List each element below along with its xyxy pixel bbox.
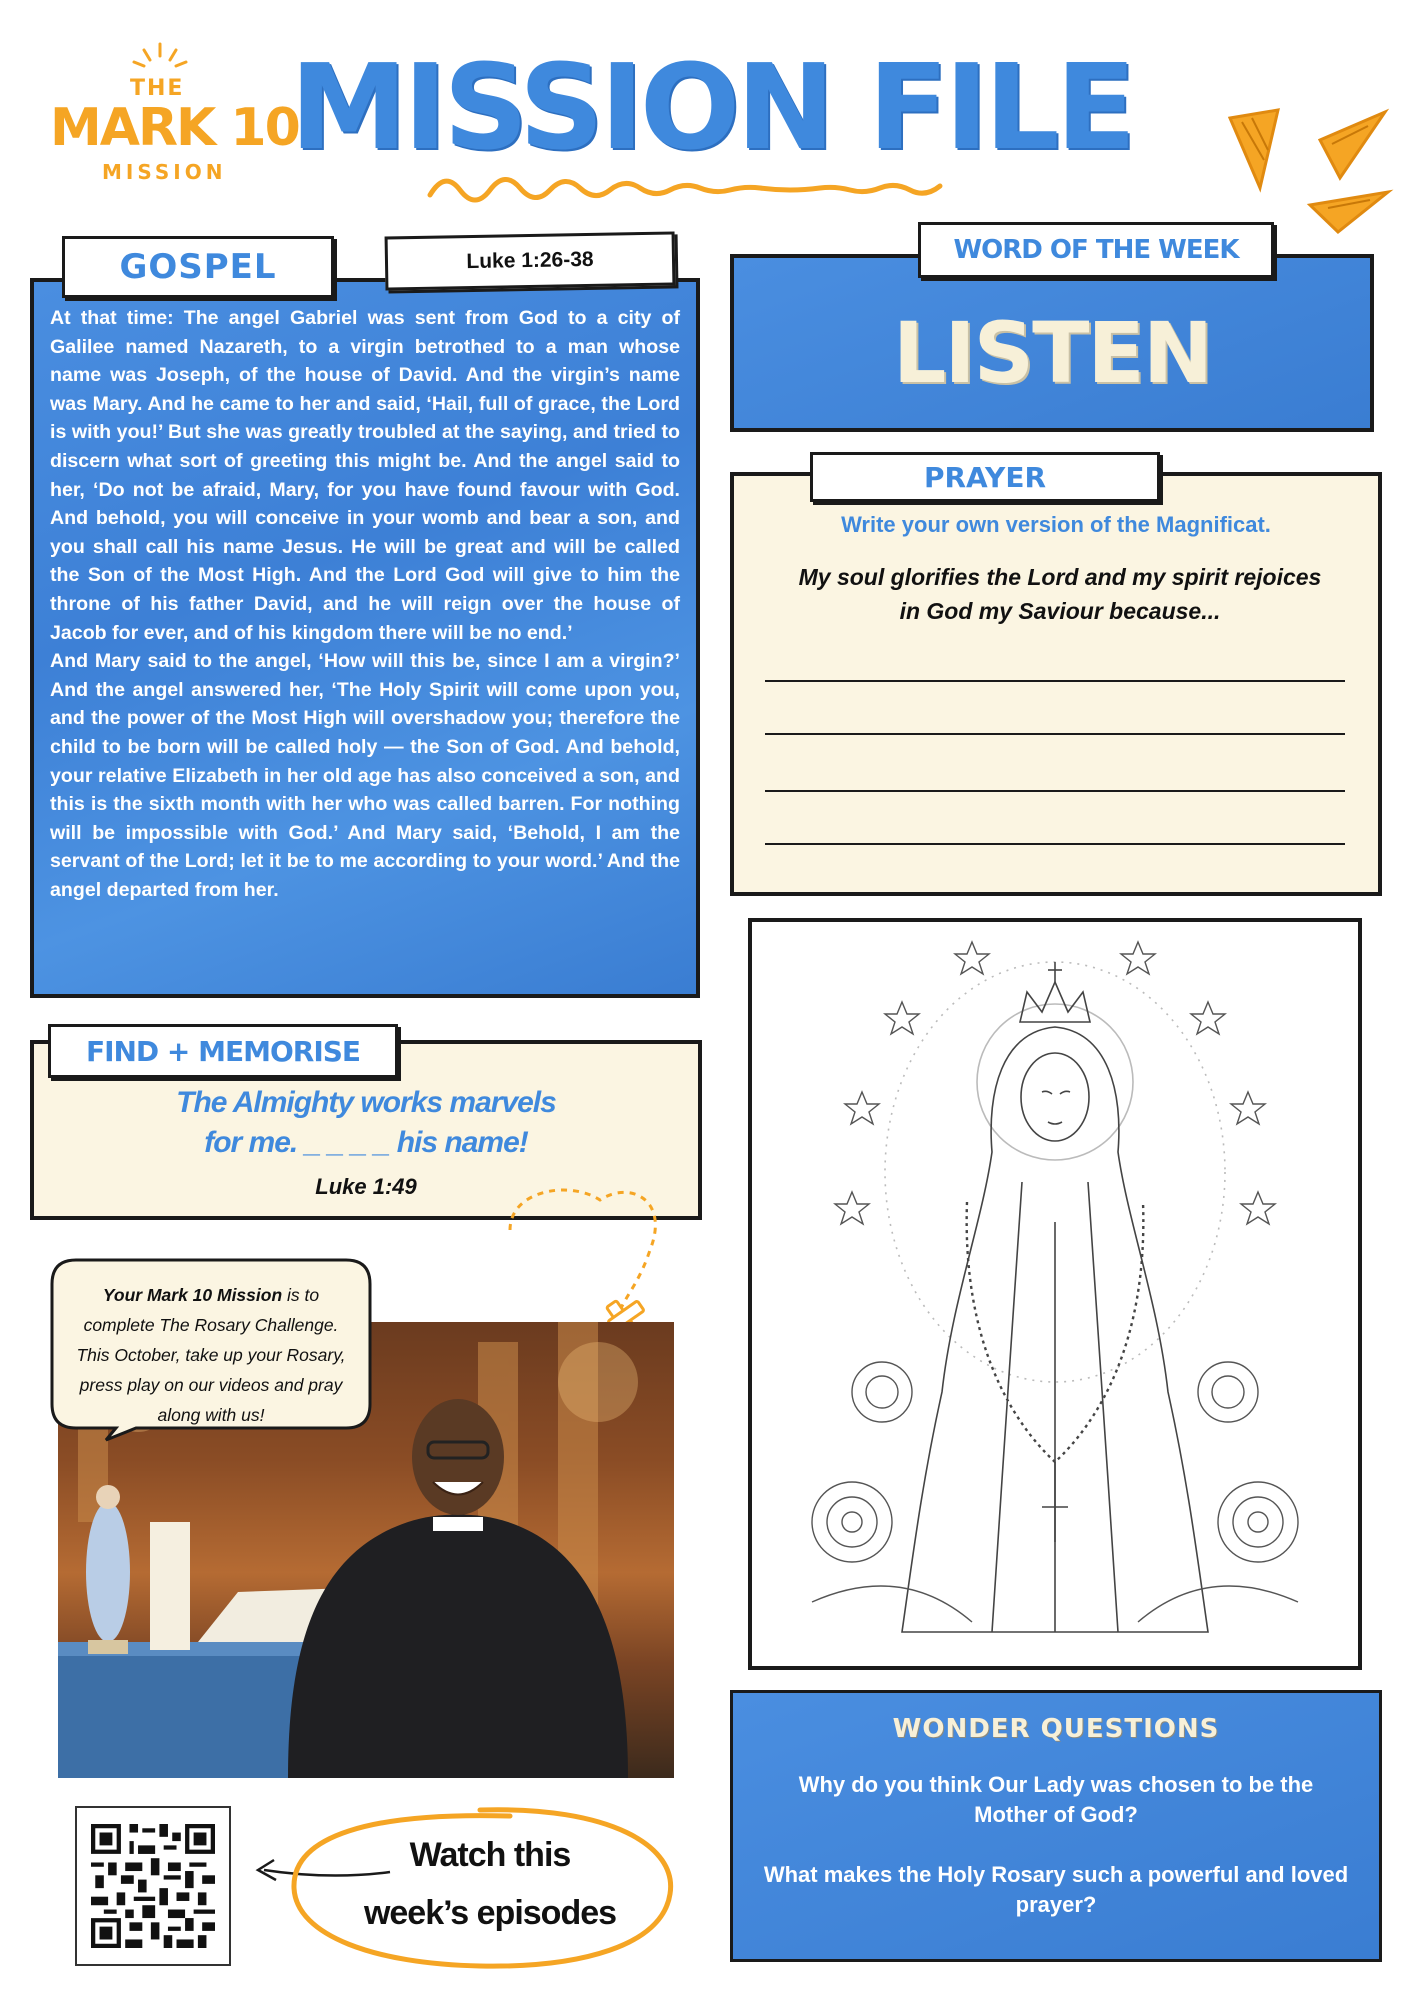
prayer-tab (810, 452, 1160, 502)
watch-line-1: Watch this (409, 1836, 571, 1874)
wonder-questions-title: WONDER QUESTIONS (892, 1714, 1220, 1744)
word-of-week-tab-label: WORD OF THE WEEK (953, 235, 1239, 265)
memorise-blanks[interactable]: _ _ _ _ (304, 1126, 390, 1159)
gospel-reference: Luke 1:26-38 (466, 247, 594, 274)
prayer-instruction: Write your own version of the Magnificat. (841, 512, 1271, 537)
memorise-verse-end: his name! (396, 1126, 528, 1159)
memorise-verse-start: for me. (204, 1126, 298, 1159)
wonder-question-1: Why do you think Our Lady was chosen to be the Mother of God? (798, 1772, 1314, 1827)
qr-code[interactable] (75, 1806, 231, 1966)
gospel-tab-label: GOSPEL (119, 247, 277, 287)
logo-mark: MARK 10 (50, 98, 299, 158)
logo-mission: MISSION (102, 160, 227, 184)
mark10-logo (50, 40, 299, 190)
prayer-lead-line-2: in God my Saviour because... (899, 598, 1221, 624)
mary-coloring-illustration-icon (752, 922, 1358, 1666)
gospel-panel (30, 278, 700, 998)
watch-episodes-link[interactable] (340, 1826, 640, 1942)
word-of-week-tab (918, 222, 1274, 278)
gospel-tab (62, 236, 334, 298)
prayer-lead-line-1: My soul glorifies the Lord and my spirit rejoices (798, 564, 1322, 590)
squiggle-underline-icon (425, 160, 965, 210)
gospel-reference-tab (385, 231, 676, 290)
gospel-text (50, 304, 680, 904)
watch-line-2: week’s episodes (363, 1894, 617, 1932)
mission-text-rest: is to complete The Rosary Challenge. This October, take up your Rosary, press play on our videos and pray along with us! (76, 1285, 346, 1425)
word-of-week-panel (730, 254, 1374, 432)
gospel-paragraph-2: And Mary said to the angel, ‘How will this be, since I am a virgin?’ And the angel answered her, ‘The Holy Spirit will come upon you, and the power of the Most High will overshadow you; therefore the child to be born will be called holy — the Son of God. And behold, your relative Elizabeth in her old age has also conceived a son, and this is the sixth month with her who was called barren. For nothing will be impossible with God.’ And Mary said, ‘Behold, I am the servant of the Lord; let it be to me according to your word.’ And the angel departed from her. (50, 650, 680, 901)
prayer-tab-label: PRAYER (923, 460, 1047, 494)
writing-line[interactable] (765, 790, 1345, 792)
sun-rays-icon (130, 40, 190, 76)
mary-coloring-panel (748, 918, 1362, 1670)
page-title: MISSION FILE (290, 38, 1133, 176)
writing-line[interactable] (765, 680, 1345, 682)
memorise-tab-label: FIND + MEMORISE (85, 1034, 361, 1068)
qr-code-icon (91, 1822, 215, 1950)
prayer-lead (760, 560, 1360, 628)
mission-text-bold: Your Mark 10 Mission (102, 1285, 283, 1305)
logo-the: THE (130, 76, 185, 101)
writing-line[interactable] (765, 843, 1345, 845)
memorise-reference: Luke 1:49 (315, 1174, 417, 1199)
memorise-verse-line-1: The Almighty works marvels (176, 1086, 556, 1119)
speech-bubble-content (46, 1254, 376, 1444)
memorise-tab (48, 1024, 398, 1078)
memorise-verse-line-2 (30, 1126, 702, 1160)
wonder-question-2: What makes the Holy Rosary such a powerful and loved prayer? (763, 1862, 1349, 1917)
gospel-paragraph-1: At that time: The angel Gabriel was sent from God to a city of Galilee named Nazareth, to a virgin betrothed to a man whose name was Joseph, of the house of David. And the virgin’s name was Mary. And he came to her and said, ‘Hail, full of grace, the Lord is with you!’ But she was greatly troubled at the saying, and tried to discern what sort of greeting this might be. And the angel said to her, ‘Do not be afraid, Mary, for you have found favour with God. And behold, you will conceive in your womb and bear a son, and you shall call his name Jesus. He will be great and will be called the Son of the Most High. And the Lord God will give to him the throne of his father David, and he will reign over the house of Jacob for ever, and of his kingdom there will be no end.’ (50, 307, 680, 644)
writing-line[interactable] (765, 733, 1345, 735)
word-of-week: LISTEN (892, 304, 1212, 402)
mission-text (74, 1280, 348, 1430)
triangle-doodles-icon (1220, 100, 1400, 240)
